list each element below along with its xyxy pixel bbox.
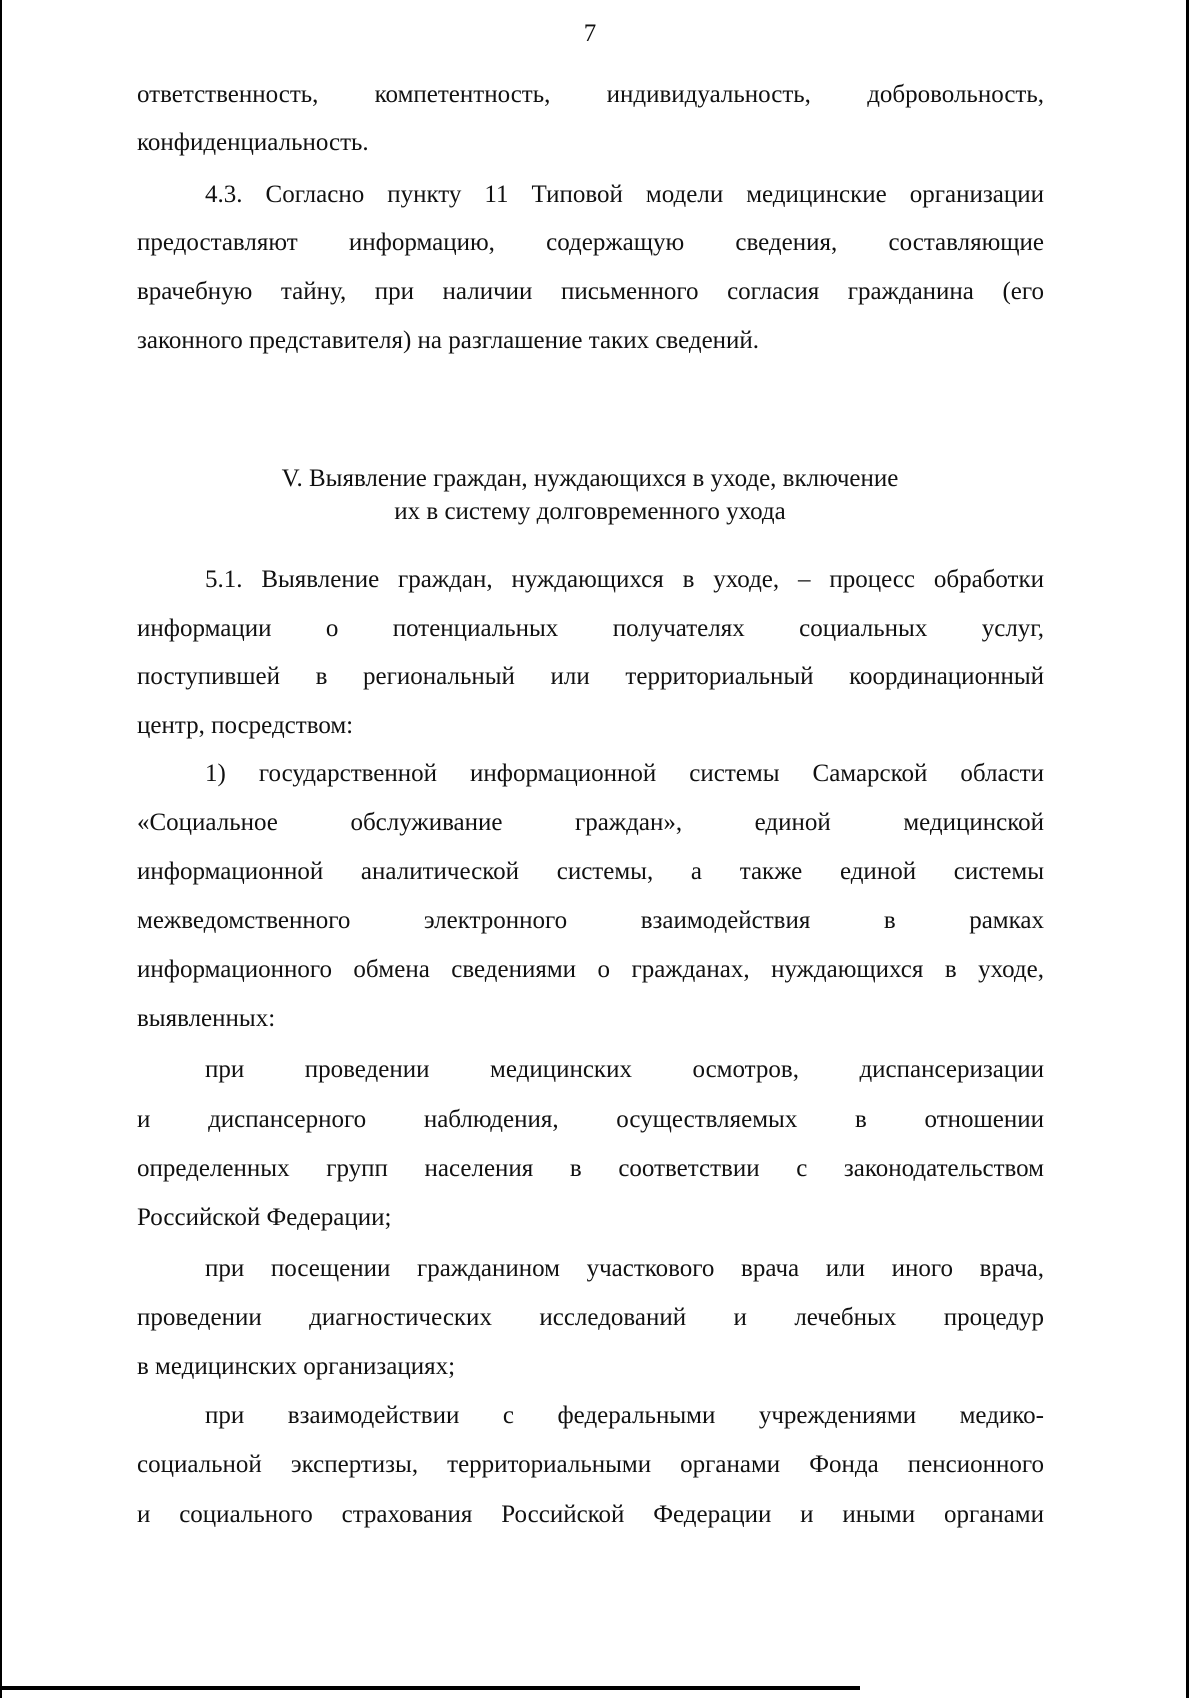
page-number: 7 bbox=[583, 20, 597, 47]
heading-line: их в систему долговременного ухода bbox=[394, 498, 786, 525]
text-line: ответственность, компетентность, индивидуальность, добровольность, bbox=[137, 81, 1044, 108]
text-line: информации о потенциальных получателях социальных услуг, bbox=[137, 615, 1044, 642]
text-line: при взаимодействии с федеральными учреждениями медико- bbox=[205, 1402, 1044, 1429]
text-line: Российской Федерации; bbox=[137, 1204, 392, 1231]
text-line: при посещении гражданином участкового врача или иного врача, bbox=[205, 1255, 1044, 1282]
text-line: межведомственного электронного взаимодействия в рамках bbox=[137, 907, 1044, 934]
text-line: 4.3. Согласно пункту 11 Типовой модели медицинские организации bbox=[205, 181, 1044, 208]
scan-mark bbox=[0, 675, 2, 683]
text-line: и социального страхования Российской Федерации и иными органами bbox=[137, 1501, 1044, 1528]
text-line: при проведении медицинских осмотров, диспансеризации bbox=[205, 1056, 1044, 1083]
text-line: информационной аналитической системы, а также единой системы bbox=[137, 858, 1044, 885]
text-line: информационного обмена сведениями о гражданах, нуждающихся в уходе, bbox=[137, 956, 1044, 983]
text-line: конфиденциальность. bbox=[137, 129, 369, 156]
heading-line: V. Выявление граждан, нуждающихся в уходе, включение bbox=[281, 465, 899, 492]
text-line: поступившей в региональный или территориальный координационный bbox=[137, 663, 1044, 690]
text-line: проведении диагностических исследований и лечебных процедур bbox=[137, 1304, 1044, 1331]
right-page-edge bbox=[1186, 0, 1189, 1698]
text-line: «Социальное обслуживание граждан», единой медицинской bbox=[137, 809, 1044, 836]
text-line: предоставляют информацию, содержащую сведения, составляющие bbox=[137, 229, 1044, 256]
text-line: 5.1. Выявление граждан, нуждающихся в уходе, – процесс обработки bbox=[205, 566, 1044, 593]
text-line: определенных групп населения в соответствии с законодательством bbox=[137, 1155, 1044, 1182]
text-line: и диспансерного наблюдения, осуществляемых в отношении bbox=[137, 1106, 1044, 1133]
text-line: центр, посредством: bbox=[137, 712, 354, 739]
text-line: законного представителя) на разглашение таких сведений. bbox=[137, 327, 760, 354]
scan-mark bbox=[0, 95, 2, 103]
text-line: выявленных: bbox=[137, 1005, 276, 1032]
text-line: 1) государственной информационной системы Самарской области bbox=[205, 760, 1044, 787]
text-line: в медицинских организациях; bbox=[137, 1353, 456, 1380]
left-page-edge bbox=[0, 0, 2, 1698]
scan-mark bbox=[0, 405, 2, 413]
scan-mark bbox=[0, 372, 2, 380]
text-line: социальной экспертизы, территориальными органами Фонда пенсионного bbox=[137, 1451, 1044, 1478]
scan-mark bbox=[0, 120, 2, 128]
bottom-rule bbox=[0, 1686, 860, 1690]
text-line: врачебную тайну, при наличии письменного согласия гражданина (его bbox=[137, 278, 1044, 305]
